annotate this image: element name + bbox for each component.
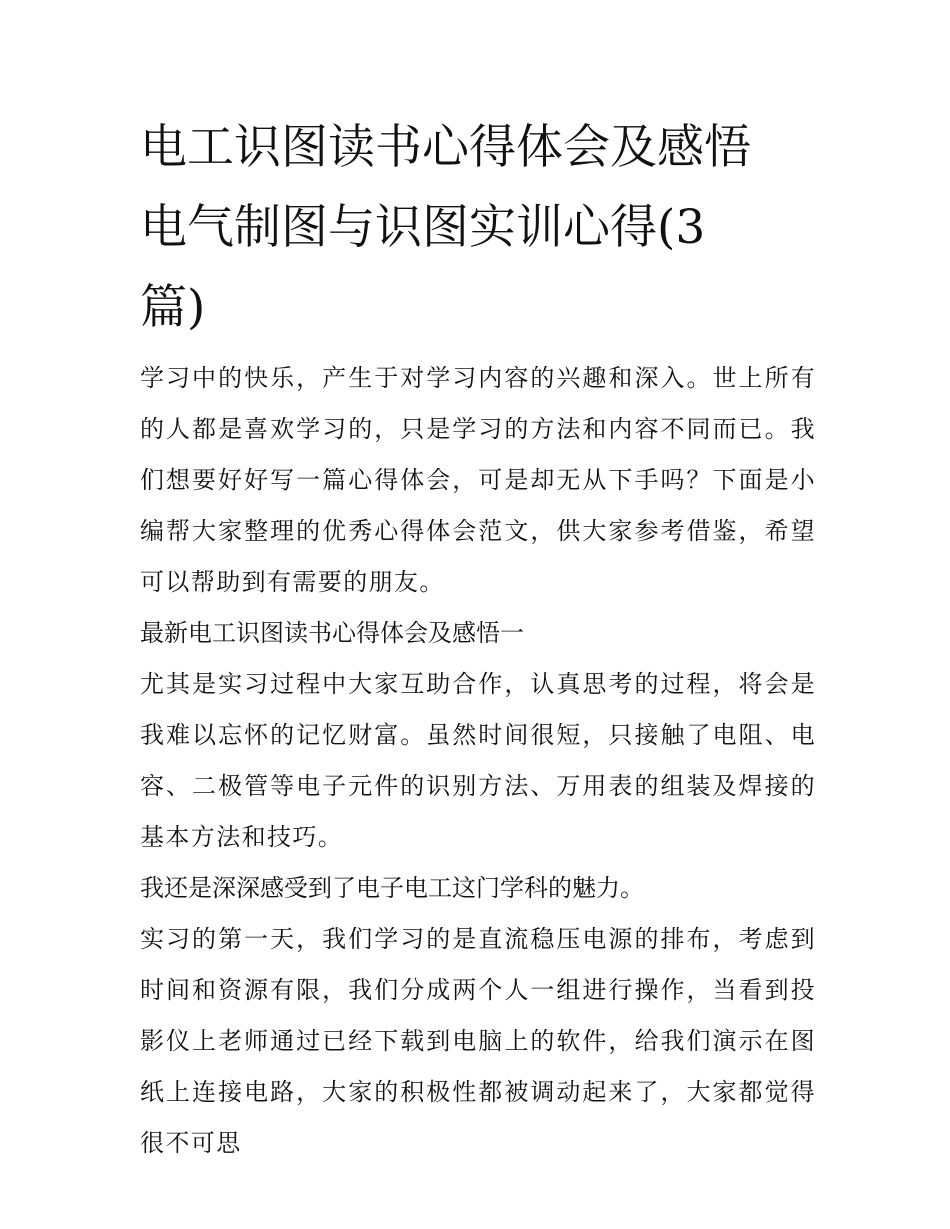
document-body <box>140 353 816 1169</box>
title-line-1: 电工识图读书心得体会及感悟 <box>140 120 751 175</box>
intro-paragraph: 学习中的快乐，产生于对学习内容的兴趣和深入。世上所有的人都是喜欢学习的，只是学习的方法和内容不同而已。我们想要好好写一篇心得体会，可是却无从下手吗？下面是小编帮大家整理的优秀心得体会范文，供大家参考借鉴，希望可以帮助到有需要的朋友。 <box>140 364 816 596</box>
title-line-2: 电气制图与识图实训心得(3 <box>140 200 706 255</box>
document-title <box>140 108 820 348</box>
title-line-3: 篇) <box>140 280 206 335</box>
body-paragraph: 我还是深深感受到了电子电工这门学科的魅力。 <box>140 874 644 902</box>
body-paragraph: 尤其是实习过程中大家互助合作，认真思考的过程，将会是我难以忘怀的记忆财富。虽然时间很短，只接触了电阻、电容、二极管等电子元件的识别方法、万用表的组装及焊接的基本方法和技巧。 <box>140 670 816 851</box>
section-heading: 最新电工识图读书心得体会及感悟一 <box>140 619 524 647</box>
body-paragraph: 实习的第一天，我们学习的是直流稳压电源的排布，考虑到时间和资源有限，我们分成两个人一组进行操作，当看到投影仪上老师通过已经下载到电脑上的软件，给我们演示在图纸上连接电路，大家的积极性都被调动起来了，大家都觉得很不可思 <box>140 925 816 1157</box>
